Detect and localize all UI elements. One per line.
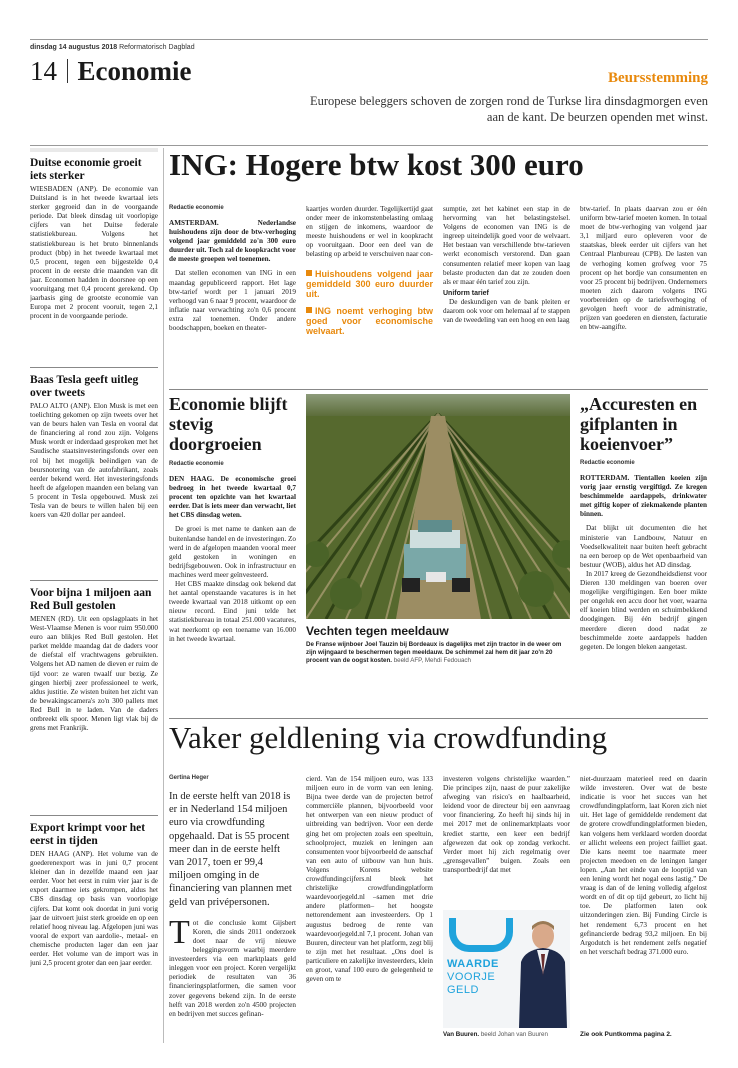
sidebar-title: Export krimpt voor het eerst in tijden	[30, 822, 146, 847]
pull-quote	[306, 269, 433, 299]
economy-lead: DEN HAAG. De economische groei bedroeg in het tweede kwartaal 0,7 procent ten opzichte van het kwartaal eerder. Dat is iets meer dan verwacht, liet het CBS dinsdag weten.	[169, 475, 296, 520]
page-number: 14	[30, 56, 57, 86]
sidebar-title: Voor bijna 1 miljoen aan Red Bull gestolen	[30, 587, 152, 612]
ing-col1	[169, 205, 296, 333]
paper-name: Reformatorisch Dagblad	[119, 44, 195, 51]
ing-body: Dat stellen economen van ING in een maandag gepubliceerd rapport. Het lage btw-tarief wordt per 1 januari 2019 verhoogd van 6 naar 9 procent, waardoor de inflatie naar verwachting zo'n 0,6 procent extra zal toenemen. Onder andere boodschappen, boeken en theater-	[169, 269, 296, 333]
header-divider	[67, 59, 68, 83]
pull-text: ING noemt verhoging btw goed voor economische welvaart.	[306, 305, 433, 336]
logo-line: GELD	[447, 984, 479, 996]
crowd-body: investeren volgens christelijke waarden.” Die principes zijn, naast de puur zakelijke afweging van risico's en haalbaarheid, leidend voor de directeur bij een aanvraag voor financiering. Zo heeft hij sinds hij in mei 2017 met de onlinemarktplaats voor krediet startte, een keer een bedrijf afgewezen dat ook op zondag verkocht. Verder moet hij zich regelmatig over „grensgevallen” buigen. Zoals een transportbedrijf dat met	[443, 775, 570, 874]
ing-body: sumptie, zet het kabinet een stap in de hervorming van het belastingstelsel. Volgens de economen van ING is de ingreep uiteindelijk goed voor de welvaart. Het bestaan van verschillende btw-tarieven werkt economisch verstorend. Dan gaan consumenten relatief meer kopen van laag belaste producten dan dat ze zouden doen als er maar één tarief zou zijn.	[443, 205, 570, 286]
ing-body: btw-tarief. In plaats daarvan zou er één uniform btw-tarief moeten komen. In totaal moet de btw-verhoging van volgend jaar 3,1 miljard euro opleveren voor de staatskas, bleek eerder uit cijfers van het Centraal Planbureau (CPB). De lasten van de verhoging komen grofweg voor 75 procent op het bordje van consumenten en voor 25 procent bij bedrijven. Ondernemers moeten zich daarom volgens ING voorbereiden op de tariefsverhoging of gevolgen heeft voor de administratie, prijzen van goederen en diensten, facturatie en btw-aangifte.	[580, 205, 707, 332]
portrait-credit: beeld Johan van Buuren	[480, 1031, 548, 1038]
header-rule	[30, 145, 708, 146]
ing-subhead: Uniform tarief	[443, 289, 489, 297]
bullet-square-icon	[306, 307, 312, 313]
sidebar-item	[30, 152, 158, 363]
sidebar-body: WIESBADEN (ANP). De economie van Duitsland is in het tweede kwartaal iets sterker gegroeid dan in de voorgaande periode. Dat bleek dinsdag uit voorlopige cijfers van het Duitse federale statistiekbureau. Volgens het statistiekbureau is het bruto binnenlands product (bbp) in het tweede kwartaal met 0,5 procent, tegen een bijgestelde 0,4 procent in de eerste drie maanden van dit jaar. Economen hadden in doorsnee op een vooruitgang met 0,4 procent gerekend. Op jaarbasis ging de grootste economie van Europa met 2 procent vooruit, tegen 2,1 procent in de voorgaande periode.	[30, 185, 158, 321]
mid-rule	[169, 389, 708, 390]
section-title: Economie	[77, 56, 192, 86]
pull-text: Huishoudens volgend jaar gemiddeld 300 euro duurder uit.	[306, 268, 433, 299]
economy-byline: Redactie economie	[169, 461, 224, 467]
portrait-caption	[443, 1031, 570, 1038]
sidebar-title: Baas Tesla geeft uitleg over tweets	[30, 374, 139, 399]
crowd-headline: Vaker geldlening via crowdfunding	[169, 720, 608, 755]
ing-lead: AMSTERDAM. Nederlandse huishoudens zijn door de btw-verhoging volgend jaar gemiddeld zo'n 300 euro duurder uit. Toch zal de koopkracht voor de meeste groepen wel toenemen.	[169, 219, 296, 264]
economy-article	[169, 394, 296, 644]
photo-credit: beeld AFP, Mehdi Fedouach	[393, 657, 471, 665]
portrait-photo	[443, 910, 570, 1028]
market-text: Europese beleggers schoven de zorgen rond de Turkse lira dinsdagmorgen even aan de kant. De beurzen openden met winst.	[309, 94, 708, 124]
ing-body: De deskundigen van de bank pleiten er daarom ook voor om helemaal af te stappen van de tweedeling van een hoog en een laag	[443, 297, 570, 325]
crowd-col4	[580, 775, 707, 1027]
vineyard-photo	[306, 394, 570, 619]
top-rule	[30, 39, 708, 40]
ing-col4	[580, 205, 707, 375]
crowd-col2	[306, 775, 433, 1045]
sidebar-body: DEN HAAG (ANP). Het volume van de goederenexport was in juni 0,7 procent kleiner dan in dezelfde maand een jaar eerder. Voor het eerst in ruim vier jaar is de export daarmee iets gekrompen, aldus het CBS dinsdag op basis van voorlopige cijfers. Dat komt ook doordat in juni vorig jaar de uitvoert juist sterk groeide en op een relatief hoog niveau lag. Afgelopen juni was vooral de export van aardolie-, metaal- en chemische producten lager dan een jaar eerder. Het volume van de import was in juni 2,5 procent groter dan een jaar eerder.	[30, 850, 158, 968]
feed-body: In 2017 kreeg de Gezondheidsdienst voor Dieren 130 meldingen van boeren over mogelijke vergiftigingen. Een boer mikte per ongeluk een accu door het voer, waarna elf koeien blind werden en schuimbekkend doodgingen. Bij één bedrijf gingen meerdere dieren dood nadat ze beschimmelde zoete aardappels hadden gegeten. De longen bleken aangetast.	[580, 569, 707, 651]
bullet-square-icon	[306, 270, 312, 276]
ing-headline: ING: Hogere btw kost 300 euro	[169, 147, 584, 182]
sidebar-title: Duitse economie groeit iets sterker	[30, 157, 142, 182]
drop-cap: T	[169, 913, 190, 951]
crowd-body: ot die conclusie komt Gijsbert Koren, die sinds 2011 onderzoek doet naar de vrij nieuwe beleggingsvorm waarbij meerdere investeerders via een marktplaats geld inleggen voor een project. Koren vergelijkt periodiek de resultaten van 36 financieringsplatformen, die samen voor zover gegevens bekend zijn. In de eerste helft van 2018 werden zo'n 4500 projecten en bedrijven met succes gefinan-	[169, 918, 296, 1018]
pull-quote	[306, 306, 433, 336]
see-also: Zie ook Puntkomma pagina 2.	[580, 1031, 672, 1038]
sidebar	[30, 148, 158, 1048]
logo-line: WAARDE	[447, 958, 499, 970]
crowd-byline: Gertina Heger	[169, 775, 209, 781]
vineyard-image	[306, 394, 570, 619]
lower-rule	[169, 718, 708, 719]
feed-byline: Redactie economie	[580, 460, 635, 466]
economy-headline: Economie blijft stevig doorgroeien	[169, 394, 288, 454]
sidebar-item	[30, 368, 158, 575]
photo-caption-block	[306, 624, 570, 666]
ing-byline: Redactie economie	[169, 205, 224, 211]
crowd-col1	[169, 775, 296, 1019]
sidebar-item	[30, 816, 158, 1050]
person-portrait	[515, 914, 570, 1028]
economy-body: Het CBS maakte dinsdag ook bekend dat het aantal openstaande vacatures is in het tweede kwartaal van 2018 uitkomt op een nieuw record. Eind juni telde het statistiekbureau in totaal 251.000 vacatures, wat neerkomt op een toename van 16.000 in het tweede kwartaal.	[169, 580, 296, 643]
portrait-caption-text: Van Buuren.	[443, 1031, 480, 1038]
logo-line: VOORJE	[447, 971, 496, 983]
ing-col2	[306, 205, 433, 336]
market-label: Beursstemming	[608, 70, 708, 86]
feed-body: Dat blijkt uit documenten die het ministerie van Landbouw, Natuur en Voedselkwaliteit naar buiten heeft gebracht na een beroep op de Wet openbaarheid van bestuur (WOB), aldus het AD dinsdag.	[580, 524, 707, 569]
sidebar-item	[30, 581, 158, 810]
economy-body: De groei is met name te danken aan de buitenlandse handel en de investeringen. Zo werd in de afgelopen maanden vooral meer geld gestoken in woningen en bedrijfsgebouwen. Ook in infrastructuur en machines werd meer geïnvesteerd.	[169, 525, 296, 579]
logo-mark-icon	[449, 918, 513, 952]
ing-body: kaartjes worden duurder. Tegelijkertijd gaat onder meer de inkomstenbelasting omlaag en stijgen de inkomens, waardoor de meeste huishoudens er wel in koopkracht op vooruitgaan. Door een deel van de belasting op arbeid te verschuiven naar con-	[306, 205, 433, 259]
crowd-intro: In de eerste helft van 2018 is er in Nederland 154 miljoen euro via crowdfunding opgehaald. Dat is 55 procent meer dan in de eerste helft van 2017, toen er 99,4 miljoen omging in de financiering van plannen met geld van privépersonen.	[169, 791, 292, 908]
feed-lead: ROTTERDAM. Tientallen koeien zijn vorig jaar ernstig vergiftigd. Ze kregen beschimmelde aardappels, drinkwater met giftig koper of ziekmakende planten binnen.	[580, 474, 707, 519]
photo-caption: De Franse wijnboer Joel Tauzin bij Bordeaux is dagelijks met zijn tractor in de weer om zijn wijngaard te beschermen tegen meeldauw. De schimmel zal hem dit jaar zo'n 20 procent van de oogst kosten.	[306, 641, 562, 665]
date-line	[30, 44, 195, 51]
crowd-body: niet-duurzaam materieel reed en daarin wilde investeren. Over wat de beste indicatie is voor het succes van het crowdfundingplatform, laat Koren zich niet uit. Het lage of gemiddelde rendement dat de grotere crowdfundingplatformen bieden, kan volgens hem verklaard worden doordat er allicht weleens een project failliet gaat. Die kans neemt toe naarmate meer projecten meedoen en de leningen langer lopen. „Aan het einde van de looptijd van een lening wordt het nogal eens lastig.” De vraag is dan of de lening volledig afgelost wordt en of dit op tijd gebeurt, zo licht hij toe. De platformen laten ook uitzonderingen zien. Bij Funding Circle is het rendement 6,73 procent en het gefinancierde bedrag 93,2 miljoen. En bij Argodutch is het rendement zelfs negatief en het verschaft bedrag 371.000 euro.	[580, 775, 707, 956]
page-header	[30, 56, 192, 86]
sidebar-rule	[163, 148, 164, 1043]
sidebar-body: PALO ALTO (ANP). Elon Musk is met een toelichting gekomen op zijn tweets over het van de beurs halen van Tesla en vooral dat de financiering al rond zou zijn. Volgens Musk wordt er inderdaad gesproken met het Saudische staatsinvesteringsfonds over een rol bij het mogelijk beëindigen van de beursnotering van de autofabrikant, zoals eerder bekend werd. Het investeringsfonds heeft de afgelopen maanden een belang van 5 procent in Tesla opgebouwd. Musk zei Tesla van de beurs te willen halen bij een koers van 420 dollar per aandeel.	[30, 402, 158, 520]
crowd-col3	[443, 775, 570, 908]
ing-col3	[443, 205, 570, 325]
feed-headline: „Accuresten en gifplanten in koeienvoer”	[580, 394, 698, 454]
crowd-body: cierd. Van de 154 miljoen euro, was 133 miljoen euro in de vorm van een lening. Bijna twee derde van de projecten betrof commerciële plannen, bijvoorbeeld voor het ontwerpen van een nieuw product of uitbreiding van bedrijven. Voor een derde ging het om projecten zoals een speeltuin, schoolproject, muziek en leningen aan consumenten voor bijvoorbeeld de aanschaf van een auto of uitbouw van hun huis. Volgens Korens website crowdfundingcijfers.nl bleek het christelijke crowdfundingplatform waardevoorjegeld.nl –samen met drie andere platformen– het hoogste nettorendement aan investeerders. Op 1 augustus bedroeg de rente van waardevoorjegeld.nl 7,1 procent. Johan van Buuren, directeur van het platform, zegt blij te zijn met het resultaat. „Ons doel is particuliere en zakelijke investeerders, klein en groot, vanaf 100 euro de gelegenheid te geven om te	[306, 775, 433, 984]
sidebar-body: MENEN (RD). Uit een opslagplaats in het West-Vlaamse Menen is voor ruim 950.000 euro aan blikjes Red Bull gestolen. Het parket meldde maandag dat de daders voor de diefstal elf vrachtwagens gebruikten. Volgens het AD namen de dieven er ruim de tijd voor: ze waren twaalf uur bezig. Ze gingen hierbij zeer professioneel te werk, aldus justitie. Ze wisten buiten het zicht van de bewakingscamera's zo'n 300 pallets met Red Bull in te laden. Van de daders ontbreekt elk spoor. Menen ligt vlak bij de grens met Frankrijk.	[30, 615, 158, 733]
feed-article	[580, 394, 707, 652]
date: dinsdag 14 augustus 2018	[30, 44, 118, 51]
photo-caption-title: Vechten tegen meeldauw	[306, 624, 449, 638]
